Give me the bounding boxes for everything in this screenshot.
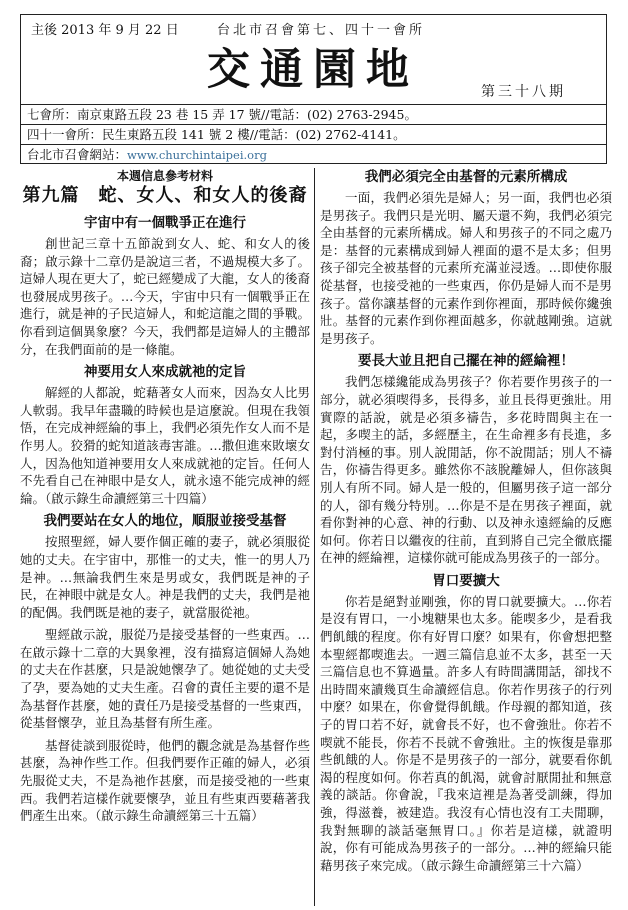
issue-date: 主後 2013 年 9 月 22 日 [31,23,179,38]
section-heading: 胃口要擴大 [432,572,500,589]
paragraph: 解經的人都說，蛇藉著女人而來，因為女人比男人軟弱。我早年盡職的時候也是這麼說。但現在我領悟，在完成神經綸的事上，我們必須先作女人而不是作男人。狡猾的蛇知道該毒害誰。…撒但進來敗壞女人，因為他知道神要用女人來成就祂的定旨。任何人不先看自己在神眼中是女人，就永遠不能完成神的經綸。（啟示錄生命讀經第三十四篇） [20,385,310,506]
paragraph: 聖經啟示說，服從乃是接受基督的一些東西。…在啟示錄十二章的大異象裡，沒有描寫這個婦人為她的丈夫在作甚麼，只是說她懷孕了。她從她的丈夫受了孕，要為她的丈夫生產。召會的責任主要的還不是為基督作甚麼，她的責任乃是接受基督的一些東西，從基督懷孕，並且為基督有所生產。 [20,627,310,731]
masthead-box [20,14,607,164]
section-heading: 我們必須完全由基督的元素所構成 [364,169,568,185]
address-hall-7: 七會所：南京東路五段 23 巷 15 弄 17 號//電話：(02) 2763-2945。 [21,104,606,124]
website-label: 台北市召會網站： [27,147,128,162]
church-name: 台北市召會第七、四十一會所 [217,23,426,38]
paragraph: 按照聖經，婦人要作個正確的妻子，就必須服從她的丈夫。在宇宙中，那惟一的丈夫，惟一的男人乃是神。…無論我們生來是男或女，我們既是神的子民，在神眼中就是女人。神是我們的丈夫，我們是祂的配偶。我們既是祂的妻子，就當服從祂。 [20,534,310,620]
section-heading: 我們要站在女人的地位，順服並接受基督 [43,513,287,530]
section-heading: 要長大並且把自己擺在神的經綸裡！ [358,353,574,370]
issue-number: 第三十八期 [481,84,566,100]
website-line [21,144,606,164]
section-heading: 宇宙中有一個戰爭正在進行 [84,215,246,231]
column-divider [314,168,315,906]
paragraph: 基督徒談到服從時，他們的觀念就是為基督作些甚麼，為神作些工作。但我們要作正確的婦人，必須先服從丈夫，不是為祂作甚麼，而是接受祂的一些東西。我們若這樣作就要懷孕，並且有些東西要藉著我們產生出來。（啟示錄生命讀經第三十五篇） [20,737,310,824]
newsletter-title: 交通園地 [207,45,419,95]
paragraph: 創世記三章十五節說到女人、蛇、和女人的後裔；啟示錄十二章仍是說這三者，不過規模大多了。這婦人現在更大了，蛇已經變成了大龍，女人的後裔也發展成男孩子。…今天，宇宙中只有一個戰爭正在進行，就是神的子民這婦人，和蛇這龍之間的爭戰。你看到這個異象麼？今天，我們都是這婦人的主體部分，在我們面前的是一條龍。 [20,236,310,357]
chapter-title: 第九篇 蛇、女人、和女人的後裔 [22,185,308,206]
address-hall-41: 四十一會所：民生東路五段 141 號 2 樓//電話：(02) 2762-4141。 [21,124,606,144]
right-column [320,168,612,906]
source-note: 本週信息參考材料 [116,169,213,183]
paragraph: 你若是絕對並剛強，你的胃口就要擴大。…你若是沒有胃口，一小塊糖果也太多。能喫多少，是看我們飢餓的程度。你有好胃口麼？如果有，你會想把整本聖經都喫進去。一週三篇信息並不太多，甚至一天三篇信息也不算過量。許多人有時間講閒話，卻找不出時間來讀幾頁生命讀經信息。你若作男孩子的行列中麼？如果在，你會覺得飢餓。作母親的都知道，孩子的胃口若不好，就會長不好，也不會強壯。你若不喫就不能長，你若不長就不會強壯。主的恢復是靠那些飢餓的人。你是不是男孩子的一部分，就要看你飢渴的程度如何。你若真的飢渴，就會討厭閒扯和無意義的談話。你會說，『我來這裡是為著受訓練，得加強，得滋養，被建造。我沒有心情也沒有工夫閒聊，我對無聊的談話毫無胃口。』你若是這樣，就證明說，你有可能成為男孩子的一部分。…神的經綸只能藉男孩子來完成。（啟示錄生命讀經第三十六篇） [320,593,612,873]
website-link[interactable]: www.churchintaipei.org [127,148,267,162]
paragraph: 我們怎樣纔能成為男孩子？你若要作男孩子的一部分，就必須喫得多，長得多，並且長得更強壯。用實際的話說，就是必須多禱告，多花時間與主在一起，多喫主的話，多經歷主，在生命裡多有長進，多對付消極的事。別人說閒話，你不說閒話；別人不禱告，你禱告得更多。雖然你不該脫離婦人，但你該與別人有所不同。婦人是一般的，但屬男孩子這一部分的人，卻有幾分特別。…你是不是在男孩子裡面，就看你對神的心意、神的行動、以及神永遠經綸的反應如何。你若日以繼夜的往前，直到將自己完全徹底擺在神的經綸裡，這樣你就可能成為男孩子的一部分。 [320,374,612,566]
paragraph: 一面，我們必須先是婦人；另一面，我們也必須是男孩子。我們只是光明、屬天還不夠，我們必須完全由基督的元素所構成。婦人和男孩子的不同之處乃是：基督的元素構成到婦人裡面的還不是太多；但男孩子卻完全被基督的元素所充滿並浸透。…即使你服從基督，也接受祂的一些東西，你仍是婦人而不是男孩子。當你讓基督的元素作到你裡面，那時候你纔強壯。基督的元素作到你裡面越多，你就越剛強。這就是男孩子。 [320,190,612,346]
section-heading: 神要用女人來成就祂的定旨 [84,364,246,381]
left-column [20,168,310,906]
